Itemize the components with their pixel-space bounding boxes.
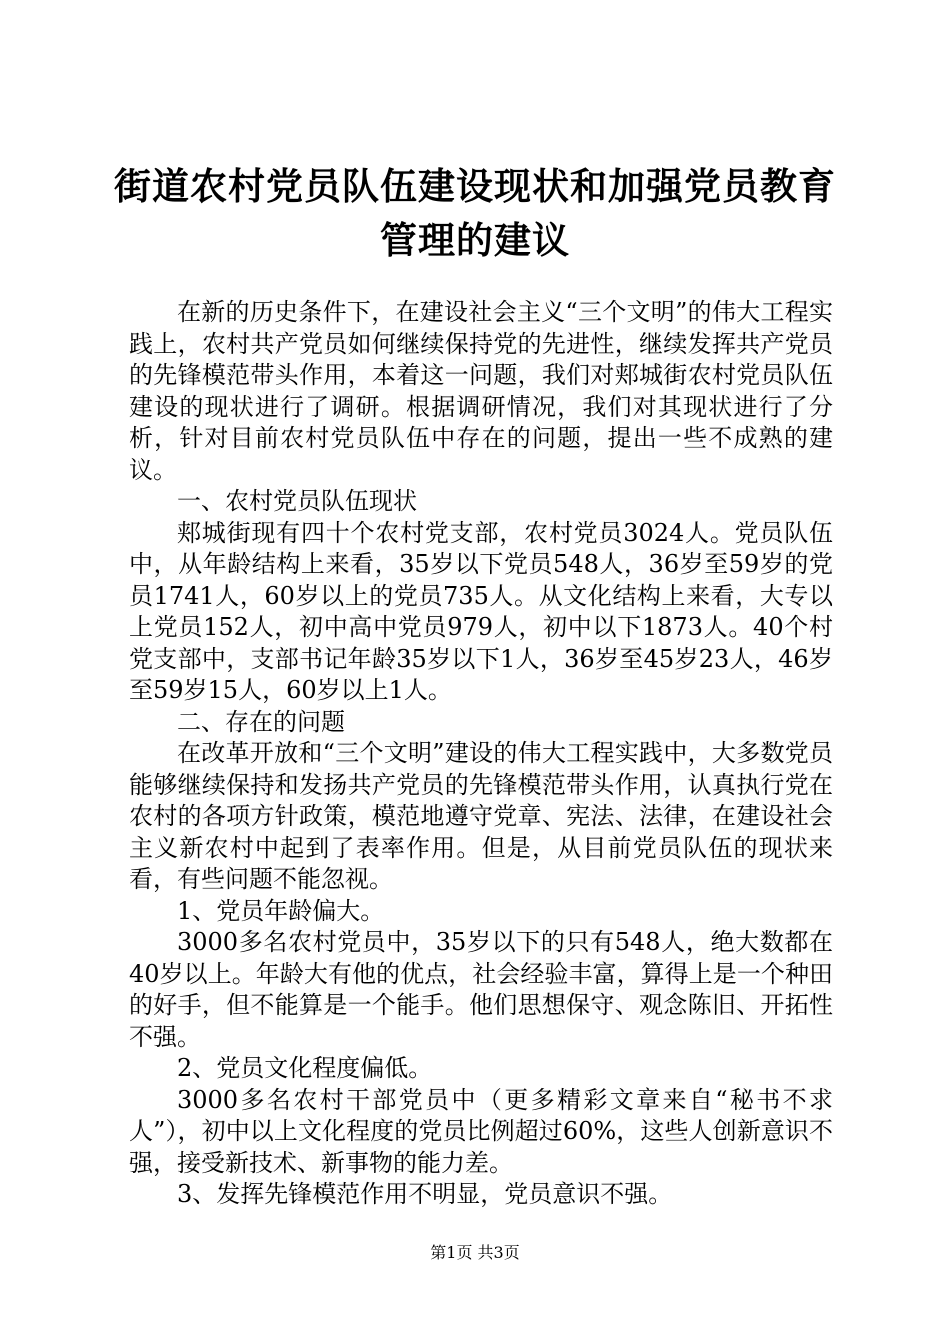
page-footer: 第1页 共3页 — [430, 1243, 520, 1262]
problem-heading-age: 1、党员年龄偏大。 — [177, 896, 385, 925]
problem-age-paragraph: 3000多名农村党员中，35岁以下的只有548人，绝大数都在40岁以上。年龄大有他的优点，社会经验丰富，算得上是一个种田的好手，但不能算是一个能手。他们思想保守、观念陈旧、开拓性不强。 — [129, 928, 833, 1051]
problems-paragraph: 在改革开放和“三个文明”建设的伟大工程实践中，大多数党员能够继续保持和发扬共产党员的先锋模范带头作用，认真执行党在农村的各项方针政策，模范地遵守党章、宪法、法律，在建设社会主义新农村中起到了表率作用。但是，从目前党员队伍的现状来看，有些问题不能忽视。 — [129, 739, 833, 893]
document-body — [129, 297, 833, 1211]
section-heading-status: 一、农村党员队伍现状 — [177, 487, 417, 515]
section-heading-problems: 二、存在的问题 — [177, 707, 345, 736]
document-title: 街道农村党员队伍建设现状和加强党员教育管理的建议 — [114, 165, 836, 262]
problem-education-paragraph: 3000多名农村干部党员中（更多精彩文章来自“秘书不求人”），初中以上文化程度的党员比例超过60%，这些人创新意识不强，接受新技术、新事物的能力差。 — [129, 1085, 833, 1177]
problem-heading-education: 2、党员文化程度偏低。 — [177, 1054, 433, 1082]
intro-paragraph: 在新的历史条件下，在建设社会主义“三个文明”的伟大工程实践上，农村共产党员如何继续保持党的先进性，继续发挥共产党员的先锋模范带头作用，本着这一问题，我们对郏城街农村党员队伍建设的现状进行了调研。根据调研情况，我们对其现状进行了分析，针对目前农村党员队伍中存在的问题，提出一些不成熟的建议。 — [129, 298, 833, 484]
problem-heading-role: 3、发挥先锋模范作用不明显，党员意识不强。 — [177, 1180, 673, 1208]
status-paragraph: 郏城街现有四十个农村党支部，农村党员3024人。党员队伍中，从年龄结构上来看，35岁以下党员548人，36岁至59岁的党员1741人，60岁以上的党员735人。从文化结构上来看，大专以上党员152人，初中高中党员979人，初中以下1873人。40个村党支部中，支部书记年龄35岁以下1人，36岁至45岁23人，46岁至59岁15人，60岁以上1人。 — [129, 518, 833, 704]
